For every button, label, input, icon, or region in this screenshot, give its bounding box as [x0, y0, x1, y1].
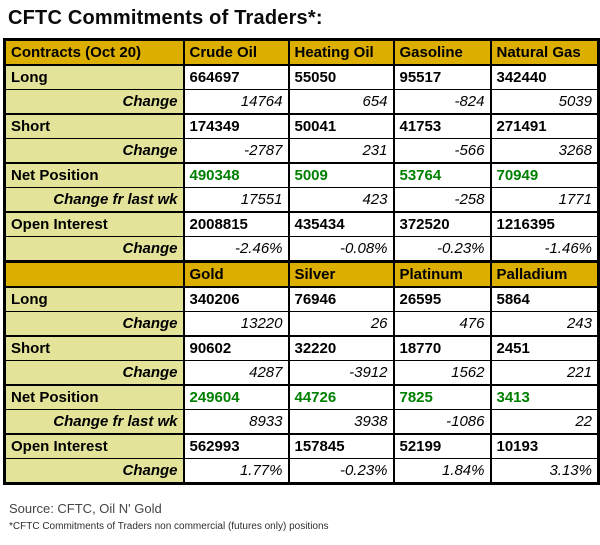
- cell-value: 55050: [289, 65, 394, 90]
- cell-value: 231: [289, 139, 394, 164]
- cell-value: 8933: [184, 410, 289, 435]
- cell-value: 22: [491, 410, 599, 435]
- column-header: Natural Gas: [491, 40, 599, 66]
- cell-value: 249604: [184, 385, 289, 410]
- cell-value: 2451: [491, 336, 599, 361]
- row-label: Change fr last wk: [5, 188, 184, 213]
- cell-value: 664697: [184, 65, 289, 90]
- cell-value: -3912: [289, 361, 394, 386]
- cell-value: 490348: [184, 163, 289, 188]
- cell-value: 4287: [184, 361, 289, 386]
- table-row: [5, 385, 599, 410]
- cell-value: 1562: [394, 361, 491, 386]
- table-row: [5, 361, 599, 386]
- table-row: [5, 65, 599, 90]
- cell-value: 53764: [394, 163, 491, 188]
- cell-value: 32220: [289, 336, 394, 361]
- row-label: Change: [5, 312, 184, 337]
- header-row: [5, 262, 599, 288]
- cell-value: 17551: [184, 188, 289, 213]
- table-row: [5, 114, 599, 139]
- cell-value: 476: [394, 312, 491, 337]
- cell-value: -0.08%: [289, 237, 394, 262]
- header-row: [5, 40, 599, 66]
- cell-value: 52199: [394, 434, 491, 459]
- cell-value: 5864: [491, 287, 599, 312]
- row-label: Change: [5, 237, 184, 262]
- cell-value: 2008815: [184, 212, 289, 237]
- cell-value: 70949: [491, 163, 599, 188]
- row-label-header: [5, 262, 184, 288]
- row-label: Long: [5, 287, 184, 312]
- row-label: Open Interest: [5, 434, 184, 459]
- cell-value: 44726: [289, 385, 394, 410]
- cell-value: 5009: [289, 163, 394, 188]
- table-row: [5, 212, 599, 237]
- row-label: Change fr last wk: [5, 410, 184, 435]
- cell-value: 3268: [491, 139, 599, 164]
- row-label: Short: [5, 336, 184, 361]
- cell-value: 372520: [394, 212, 491, 237]
- page-title: CFTC Commitments of Traders*:: [8, 7, 323, 29]
- table-row: [5, 90, 599, 115]
- cell-value: 1.77%: [184, 459, 289, 484]
- cell-value: 5039: [491, 90, 599, 115]
- cell-value: 271491: [491, 114, 599, 139]
- row-label: Change: [5, 139, 184, 164]
- cell-value: 221: [491, 361, 599, 386]
- cell-value: 654: [289, 90, 394, 115]
- cell-value: 50041: [289, 114, 394, 139]
- source-text: Source: CFTC, Oil N' Gold: [9, 501, 162, 516]
- table-row: [5, 163, 599, 188]
- cell-value: -2787: [184, 139, 289, 164]
- table-row: [5, 312, 599, 337]
- cell-value: 3413: [491, 385, 599, 410]
- cell-value: -1086: [394, 410, 491, 435]
- table-row: [5, 410, 599, 435]
- column-header: Silver: [289, 262, 394, 288]
- cell-value: 41753: [394, 114, 491, 139]
- cell-value: 3.13%: [491, 459, 599, 484]
- cell-value: 340206: [184, 287, 289, 312]
- cell-value: -0.23%: [289, 459, 394, 484]
- row-label: Change: [5, 459, 184, 484]
- cell-value: -566: [394, 139, 491, 164]
- cell-value: 13220: [184, 312, 289, 337]
- row-label: Change: [5, 90, 184, 115]
- column-header: Crude Oil: [184, 40, 289, 66]
- cell-value: 1771: [491, 188, 599, 213]
- row-label: Long: [5, 65, 184, 90]
- cell-value: -1.46%: [491, 237, 599, 262]
- cell-value: -2.46%: [184, 237, 289, 262]
- row-label: Net Position: [5, 385, 184, 410]
- cell-value: 26595: [394, 287, 491, 312]
- cell-value: 7825: [394, 385, 491, 410]
- table-row: [5, 188, 599, 213]
- cell-value: 18770: [394, 336, 491, 361]
- cell-value: 14764: [184, 90, 289, 115]
- cell-value: -0.23%: [394, 237, 491, 262]
- row-label: Net Position: [5, 163, 184, 188]
- column-header: Gold: [184, 262, 289, 288]
- cell-value: 435434: [289, 212, 394, 237]
- column-header: Palladium: [491, 262, 599, 288]
- cell-value: 342440: [491, 65, 599, 90]
- cell-value: 76946: [289, 287, 394, 312]
- table-row: [5, 434, 599, 459]
- cell-value: 3938: [289, 410, 394, 435]
- cell-value: 1.84%: [394, 459, 491, 484]
- table-row: [5, 287, 599, 312]
- cell-value: -258: [394, 188, 491, 213]
- cot-table: [3, 38, 600, 485]
- row-label: Short: [5, 114, 184, 139]
- cell-value: 95517: [394, 65, 491, 90]
- table-row: [5, 459, 599, 484]
- cell-value: 90602: [184, 336, 289, 361]
- table-row: [5, 139, 599, 164]
- table-row: [5, 237, 599, 262]
- table-row: [5, 336, 599, 361]
- column-header: Gasoline: [394, 40, 491, 66]
- cell-value: -824: [394, 90, 491, 115]
- cell-value: 157845: [289, 434, 394, 459]
- row-label: Change: [5, 361, 184, 386]
- row-label-header: Contracts (Oct 20): [5, 40, 184, 66]
- cell-value: 1216395: [491, 212, 599, 237]
- column-header: Platinum: [394, 262, 491, 288]
- cell-value: 10193: [491, 434, 599, 459]
- footnote-text: *CFTC Commitments of Traders non commercial (futures only) positions: [9, 521, 329, 532]
- row-label: Open Interest: [5, 212, 184, 237]
- cell-value: 174349: [184, 114, 289, 139]
- cell-value: 26: [289, 312, 394, 337]
- column-header: Heating Oil: [289, 40, 394, 66]
- cell-value: 423: [289, 188, 394, 213]
- cell-value: 243: [491, 312, 599, 337]
- cell-value: 562993: [184, 434, 289, 459]
